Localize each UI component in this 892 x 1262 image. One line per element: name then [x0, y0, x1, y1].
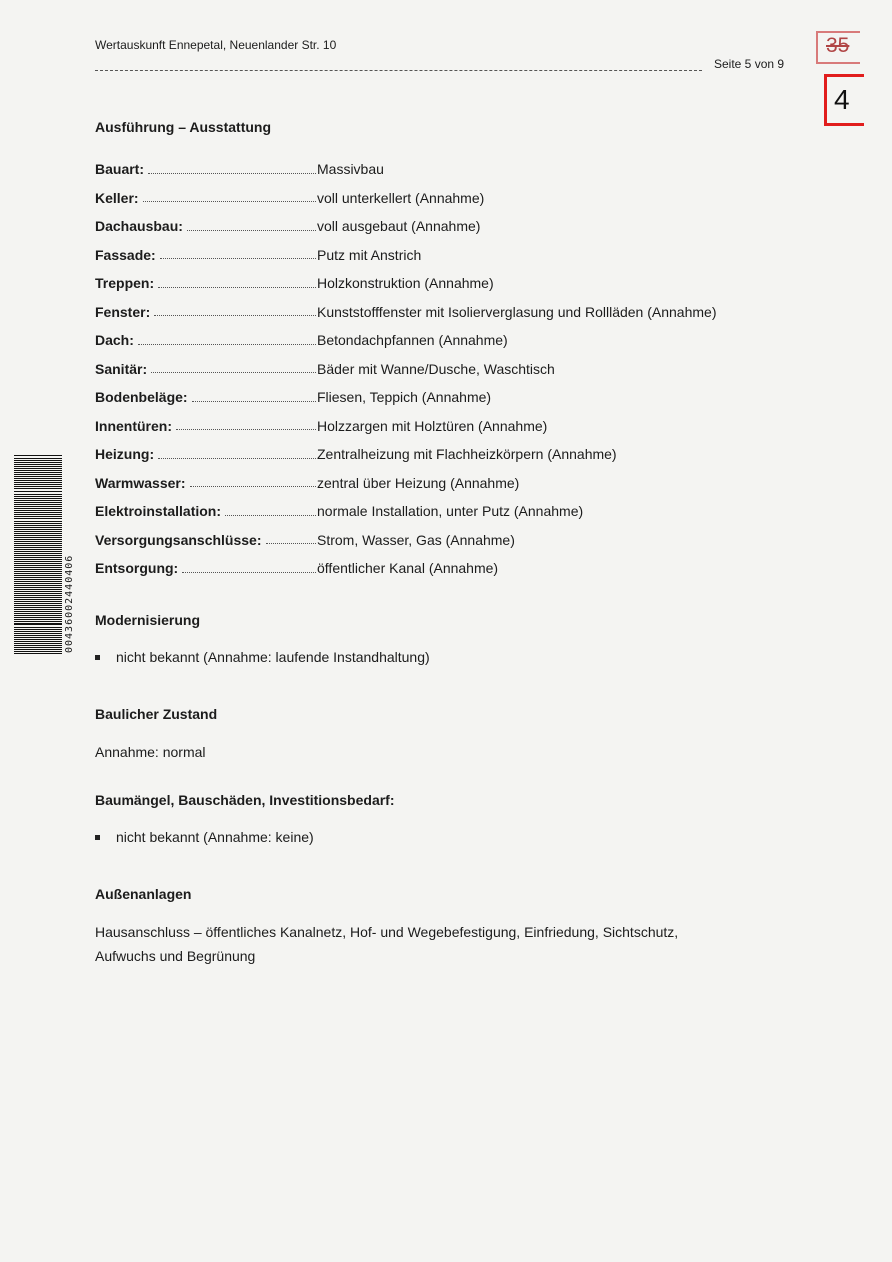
bullet-icon — [95, 655, 100, 660]
aussenanlagen-line-2: Aufwuchs und Begrünung — [95, 948, 256, 964]
ausstattung-row — [95, 383, 716, 412]
row-key — [95, 475, 317, 491]
dot-leader — [138, 344, 316, 345]
dot-leader — [190, 486, 316, 487]
row-value: Bäder mit Wanne/Dusche, Waschtisch — [317, 360, 555, 377]
row-value: Holzzargen mit Holztüren (Annahme) — [317, 417, 548, 434]
row-value: Kunststofffenster mit Isolierverglasung und Rollläden (Annahme) — [317, 303, 717, 320]
row-value: Massivbau — [317, 161, 384, 178]
row-label: Elektroinstallation: — [95, 503, 222, 520]
dot-leader — [176, 429, 316, 430]
dot-leader — [182, 572, 316, 573]
row-key — [95, 503, 317, 519]
ausstattung-row — [95, 469, 716, 498]
dot-leader — [225, 515, 316, 516]
row-value: zentral über Heizung (Annahme) — [317, 474, 520, 491]
ausstattung-list — [95, 155, 716, 583]
ausstattung-row — [95, 155, 716, 184]
bullet-icon — [95, 835, 100, 840]
dot-leader — [160, 258, 316, 259]
modernisierung-item — [95, 649, 430, 665]
ausstattung-row — [95, 497, 716, 526]
row-key — [95, 361, 317, 377]
row-value: Putz mit Anstrich — [317, 246, 422, 263]
row-label: Sanitär: — [95, 360, 148, 377]
row-key — [95, 218, 317, 234]
section-heading-aussenanlagen: Außenanlagen — [95, 886, 192, 902]
row-label: Keller: — [95, 189, 139, 206]
row-value: Zentralheizung mit Flachheizkörpern (Annahme) — [317, 446, 617, 463]
row-key — [95, 532, 317, 548]
maengel-text: nicht bekannt (Annahme: keine) — [116, 829, 314, 845]
row-label: Treppen: — [95, 275, 155, 292]
row-value: voll unterkellert (Annahme) — [317, 189, 485, 206]
dot-leader — [187, 230, 316, 231]
row-key — [95, 332, 317, 348]
ausstattung-row — [95, 440, 716, 469]
dot-leader — [158, 287, 316, 288]
ausstattung-row — [95, 412, 716, 441]
row-label: Fenster: — [95, 303, 151, 320]
barcode-icon — [14, 455, 62, 655]
row-value: normale Installation, unter Putz (Annahme) — [317, 503, 584, 520]
row-label: Innentüren: — [95, 417, 172, 434]
modernisierung-text: nicht bekannt (Annahme: laufende Instandhaltung) — [116, 649, 430, 665]
row-label: Dach: — [95, 332, 134, 349]
row-value: Fliesen, Teppich (Annahme) — [317, 389, 492, 406]
aussenanlagen-text — [95, 920, 678, 968]
row-label: Entsorgung: — [95, 560, 179, 577]
header-rule — [95, 70, 702, 71]
dot-leader — [148, 173, 316, 174]
row-value: voll ausgebaut (Annahme) — [317, 218, 481, 235]
ausstattung-row — [95, 269, 716, 298]
ausstattung-row — [95, 184, 716, 213]
row-label: Heizung: — [95, 446, 155, 463]
ausstattung-row — [95, 212, 716, 241]
row-key — [95, 418, 317, 434]
ausstattung-row — [95, 526, 716, 555]
dot-leader — [143, 201, 316, 202]
row-key — [95, 161, 317, 177]
row-value: Betondachpfannen (Annahme) — [317, 332, 508, 349]
row-key — [95, 304, 317, 320]
dot-leader — [158, 458, 316, 459]
row-key — [95, 190, 317, 206]
zustand-text: Annahme: normal — [95, 744, 206, 760]
section-heading-maengel: Baumängel, Bauschäden, Investitionsbedarf: — [95, 792, 395, 808]
ausstattung-row — [95, 298, 716, 327]
row-value: Holzkonstruktion (Annahme) — [317, 275, 494, 292]
dot-leader — [151, 372, 316, 373]
row-key — [95, 560, 317, 576]
row-label: Bauart: — [95, 161, 145, 178]
row-value: Strom, Wasser, Gas (Annahme) — [317, 531, 515, 548]
barcode-number: 00436002440406 — [64, 554, 75, 653]
stamp-old-number: 35 — [826, 34, 850, 57]
ausstattung-row — [95, 326, 716, 355]
row-label: Bodenbeläge: — [95, 389, 188, 406]
row-key — [95, 247, 317, 263]
ausstattung-row — [95, 241, 716, 270]
row-key — [95, 389, 317, 405]
page-number: Seite 5 von 9 — [714, 57, 785, 71]
section-heading-zustand: Baulicher Zustand — [95, 706, 218, 722]
maengel-item — [95, 829, 314, 845]
ausstattung-row — [95, 355, 716, 384]
ausstattung-row — [95, 554, 716, 583]
header-title: Wertauskunft Ennepetal, Neuenlander Str. 10 — [95, 38, 337, 52]
row-label: Warmwasser: — [95, 474, 186, 491]
dot-leader — [192, 401, 316, 402]
aussenanlagen-line-1: Hausanschluss – öffentliches Kanalnetz, Hof- und Wegebefestigung, Einfriedung, Sichtschutz, — [95, 924, 679, 940]
section-heading-modernisierung: Modernisierung — [95, 612, 201, 628]
stamp-new-number: 4 — [834, 84, 850, 115]
row-label: Versorgungsanschlüsse: — [95, 531, 262, 548]
row-key — [95, 275, 317, 291]
dot-leader — [266, 543, 316, 544]
row-key — [95, 446, 317, 462]
dot-leader — [154, 315, 316, 316]
section-heading-ausfuehrung: Ausführung – Ausstattung — [95, 119, 272, 135]
row-label: Dachausbau: — [95, 218, 183, 235]
row-label: Fassade: — [95, 246, 156, 263]
row-value: öffentlicher Kanal (Annahme) — [317, 560, 499, 577]
